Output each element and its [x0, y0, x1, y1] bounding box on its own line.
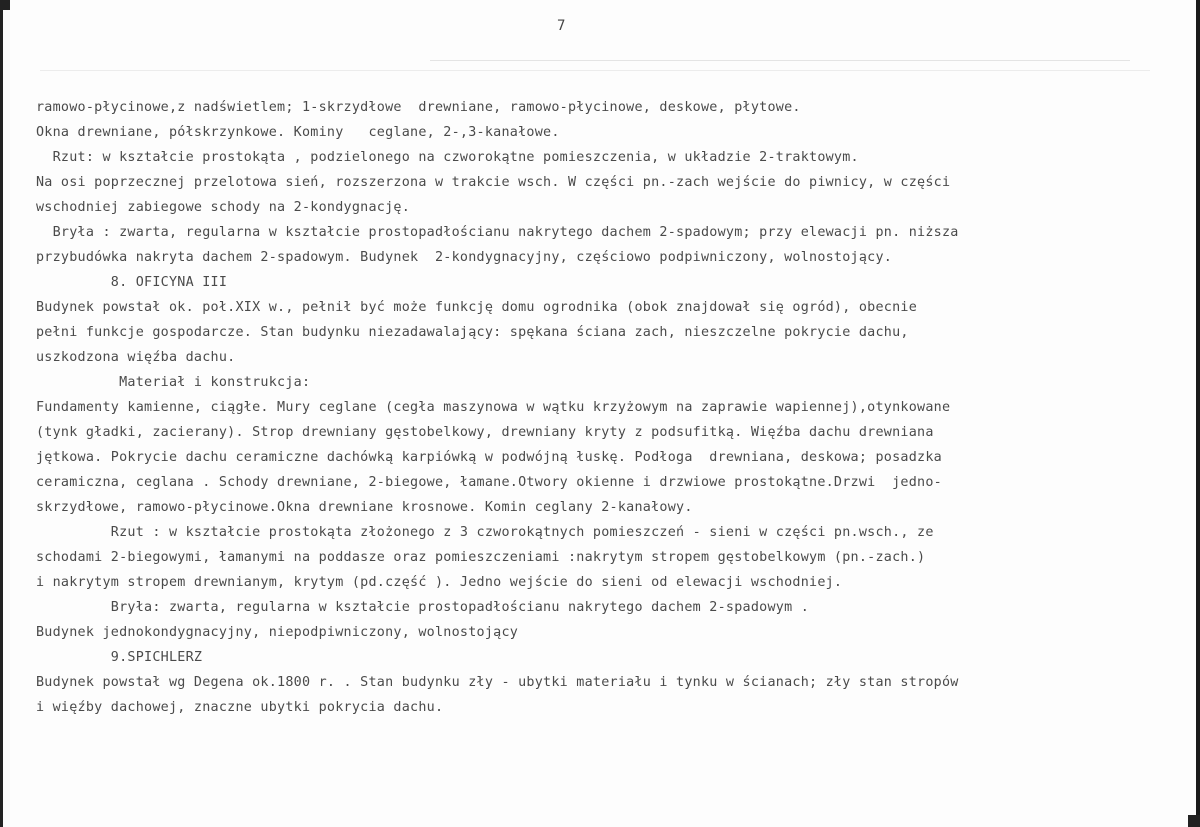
text-line: skrzydłowe, ramowo-płycinowe.Okna drewniane krosnowe. Komin ceglany 2-kanałowy.: [36, 500, 693, 515]
text-line: wschodniej zabiegowe schody na 2-kondygnację.: [36, 200, 411, 215]
scan-corner-bottom-right: [1188, 815, 1200, 827]
text-line: przybudówka nakryta dachem 2-spadowym. Budynek 2-kondygnacyjny, częściowo podpiwniczony, wolnostojący.: [36, 250, 893, 265]
text-line: Bryła: zwarta, regularna w kształcie prostopadłościanu nakrytego dachem 2-spadowym .: [36, 600, 810, 615]
text-line: pełni funkcje gospodarcze. Stan budynku niezadawalający: spękana ściana zach, nieszczelne pokrycie dachu,: [36, 325, 909, 340]
page-number: 7: [557, 18, 566, 34]
text-line: jętkowa. Pokrycie dachu ceramiczne dachówką karpiówką w podwójną łuskę. Podłoga drewniana, deskowa; posadzka: [36, 450, 942, 465]
scan-edge-left: [0, 0, 3, 827]
scan-corner-top-left: [0, 0, 10, 10]
text-line: i nakrytym stropem drewnianym, krytym (pd.część ). Jedno wejście do sieni od elewacji wschodniej.: [36, 575, 843, 590]
text-line: Fundamenty kamienne, ciągłe. Mury ceglane (cegła maszynowa w wątku krzyżowym na zaprawie wapiennej),otynkowane: [36, 400, 951, 415]
subsection-heading-material: Materiał i konstrukcja:: [36, 375, 311, 390]
text-line: (tynk gładki, zacierany). Strop drewniany gęstobelkowy, drewniany kryty z podsufitką. Więźba dachu drewniana: [36, 425, 934, 440]
scan-noise-line: [40, 70, 1150, 71]
text-line: ramowo-płycinowe,z nadświetlem; 1-skrzydłowe drewniane, ramowo-płycinowe, deskowe, płytowe.: [36, 100, 801, 115]
section-heading-oficyna: 8. OFICYNA III: [36, 275, 228, 290]
scan-edge-right: [1196, 0, 1200, 827]
scan-noise-line: [430, 60, 1130, 61]
text-line: Na osi poprzecznej przelotowa sień, rozszerzona w trakcie wsch. W części pn.-zach wejście do piwnicy, w części: [36, 175, 951, 190]
text-line: Rzut: w kształcie prostokąta , podzielonego na czworokątne pomieszczenia, w układzie 2-traktowym.: [36, 150, 859, 165]
section-heading-spichlerz: 9.SPICHLERZ: [36, 650, 203, 665]
text-line: Okna drewniane, półskrzynkowe. Kominy ceglane, 2-,3-kanałowe.: [36, 125, 560, 140]
text-line: Bryła : zwarta, regularna w kształcie prostopadłościanu nakrytego dachem 2-spadowym; przy elewacji pn. niższa: [36, 225, 959, 240]
text-line: i więźby dachowej, znaczne ubytki pokrycia dachu.: [36, 700, 444, 715]
text-line: uszkodzona więźba dachu.: [36, 350, 236, 365]
text-line: Rzut : w kształcie prostokąta złożonego z 3 czworokątnych pomieszczeń - sieni w części pn.wsch., ze: [36, 525, 934, 540]
text-line: Budynek jednokondygnacyjny, niepodpiwniczony, wolnostojący: [36, 625, 519, 640]
text-line: schodami 2-biegowymi, łamanymi na poddasze oraz pomieszczeniami :nakrytym stropem gęstobelkowym (pn.-zach.): [36, 550, 926, 565]
text-line: Budynek powstał wg Degena ok.1800 r. . Stan budynku zły - ubytki materiału i tynku w ścianach; zły stan stropów: [36, 675, 959, 690]
text-line: Budynek powstał ok. poł.XIX w., pełnił być może funkcję domu ogrodnika (obok znajdował się ogród), obecnie: [36, 300, 918, 315]
text-line: ceramiczna, ceglana . Schody drewniane, 2-biegowe, łamane.Otwory okienne i drzwiowe prostokątne.Drzwi jedno-: [36, 475, 942, 490]
